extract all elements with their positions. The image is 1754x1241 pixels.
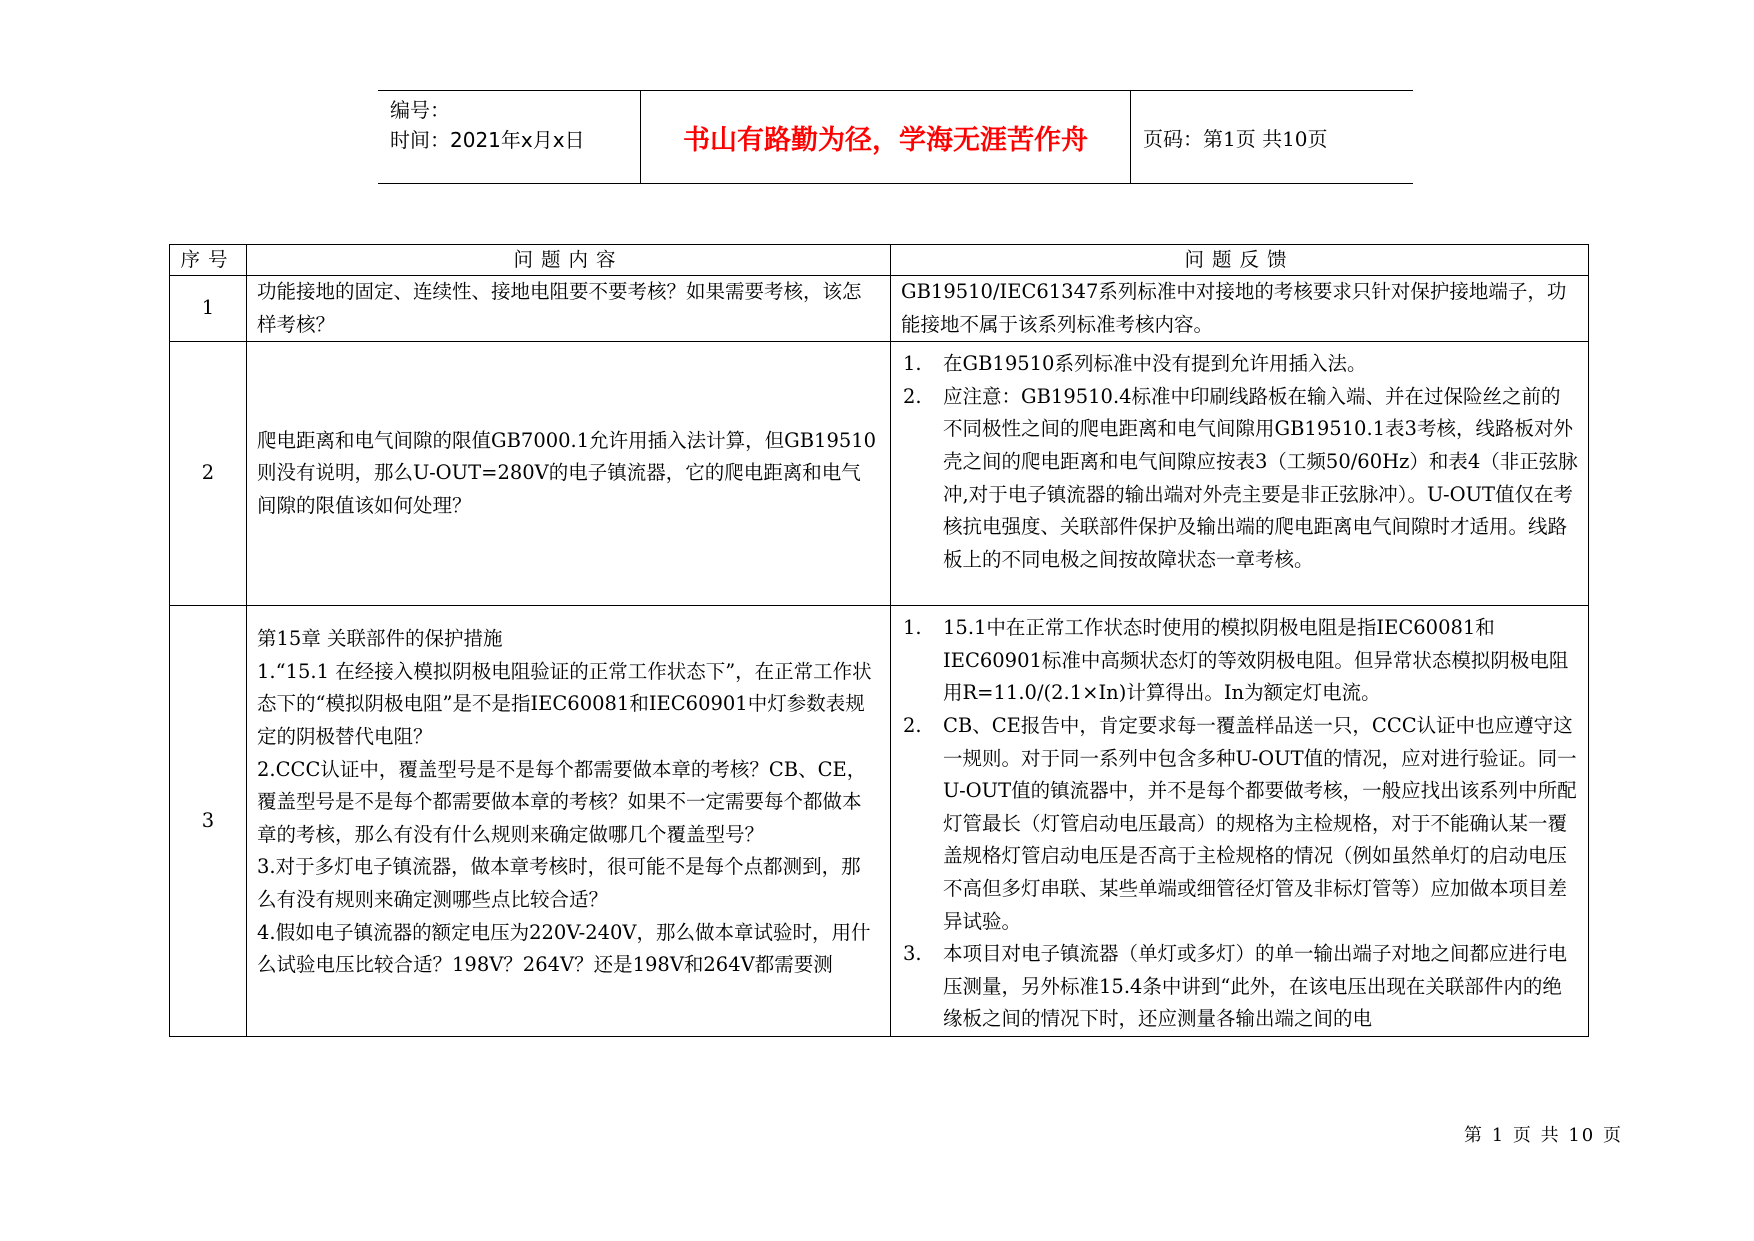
row-number: 3 [170,606,247,1037]
answer-item: 3. 本项目对电子镇流器（单灯或多灯）的单一输出端子对地之间都应进行电压测量，另外标准15.4条中讲到“此外，在该电压出现在关联部件内的绝缘板之间的情况下时，还应测量各输出端之间的电 [903,942,1568,1031]
question-text: 爬电距离和电气间隙的限值GB7000.1允许用插入法计算，但GB19510则没有说明，那么U-OUT=280V的电子镇流器，它的爬电距离和电气间隙的限值该如何处理？ [257,428,877,517]
page-info: 页码：第1页 共10页 [1143,126,1328,151]
question-text: 功能接地的固定、连续性、接地电阻要不要考核？如果需要考核，该怎样考核？ [257,280,862,336]
row-number: 2 [170,342,247,606]
page-footer: 第 1 页 共 10 页 [1464,1125,1623,1146]
number-label: 编号： [390,98,450,122]
question-text: 第15章 关联部件的保护措施 [257,627,503,651]
time-line: 时间：2021年x月x日 [390,128,585,152]
motto: 书山有路勤为径，学海无涯苦作舟 [641,91,1131,183]
answer-cell [891,276,1589,342]
answer-item: 2. CB、CE报告中，肯定要求每一覆盖样品送一只，CCC认证中也应遵守这一规则。对于同一系列中包含多种U-OUT值的情况，应对进行验证。同一U-OUT值的镇流器中，并不是每个都要做考核，一般应找出该系列中所配灯管最长（灯管启动电压最高）的规格为主检规格，对于不能确认某一覆盖规格灯管启动电压是否高于主检规格的情况（例如虽然单灯的启动电压不高但多灯串联、某些单端或细管径灯管及非标灯管等）应加做本项目差异试验。 [903,713,1577,933]
question-text: 3.对于多灯电子镇流器，做本章考核时，很可能不是每个点都测到，那么有没有规则来确定测哪些点比较合适？ [257,855,861,911]
question-cell [247,276,891,342]
table-row [170,342,1589,606]
question-text: 1.“15.1 在经接入模拟阴极电阻验证的正常工作状态下”，在正常工作状态下的“模拟阴极电阻”是不是指IEC60081和IEC60901中灯参数表规定的阴极替代电阻？ [257,659,872,748]
answer-cell [891,342,1589,606]
qa-table [169,244,1589,1037]
header-meta [378,91,641,183]
row-number: 1 [170,276,247,342]
answer-cell [891,606,1589,1037]
answer-list [901,348,1578,576]
question-text: 2.CCC认证中，覆盖型号是不是每个都需要做本章的考核？CB、CE，覆盖型号是不是每个都需要做本章的考核？如果不一定需要每个都做本章的考核，那么有没有什么规则来确定做哪几个覆盖型号？ [257,757,867,846]
header-question: 问题内容 [247,245,891,276]
answer-item: 1. 15.1中在正常工作状态时使用的模拟阴极电阻是指IEC60081和IEC60901标准中高频状态灯的等效阴极电阻。但异常状态模拟阴极电阻用R=11.0/(2.1×In)计算得出。In为额定灯电流。 [903,616,1569,705]
question-text: 4.假如电子镇流器的额定电压为220V-240V，那么做本章试验时，用什么试验电压比较合适？198V？264V？还是198V和264V都需要测 [257,920,871,977]
page-header [378,90,1413,184]
answer-item: 1. 在GB19510系列标准中没有提到允许用插入法。 [903,352,1367,376]
question-cell [247,606,891,1037]
answer-list [901,612,1578,1036]
table-row [170,606,1589,1037]
question-cell [247,342,891,606]
header-feedback: 问题反馈 [891,245,1589,276]
answer-item: 2. 应注意：GB19510.4标准中印刷线路板在输入端、并在过保险丝之前的不同极性之间的爬电距离和电气间隙用GB19510.1表3考核，线路板对外壳之间的爬电距离和电气间隙应按表3（工频50/60Hz）和表4（非正弦脉冲,对于电子镇流器的输出端对外壳主要是非正弦脉冲）。U-OUT值仅在考核抗电强度、关联部件保护及输出端的爬电距离电气间隙时才适用。线路板上的不同电极之间按故障状态一章考核。 [903,384,1578,571]
table-row [170,276,1589,342]
table-header-row [170,245,1589,276]
answer-text: GB19510/IEC61347系列标准中对接地的考核要求只针对保护接地端子，功能接地不属于该系列标准考核内容。 [901,280,1567,336]
header-number: 序号 [170,245,247,276]
